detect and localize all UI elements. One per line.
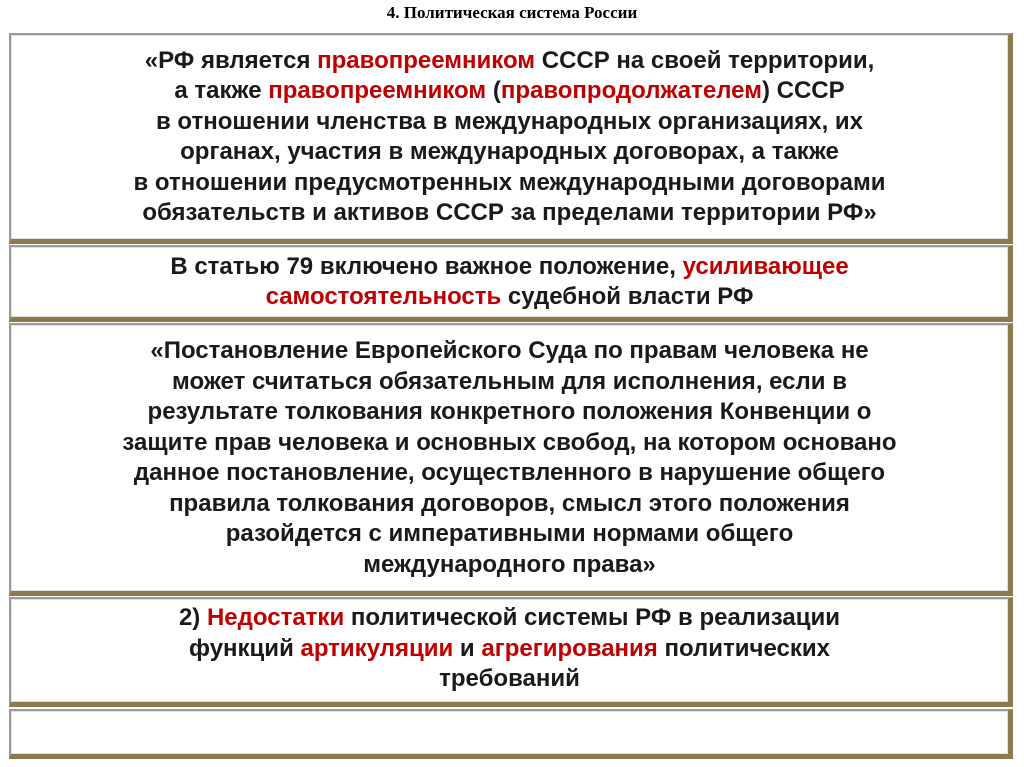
text-box-article-79 <box>9 245 1013 322</box>
text-span: и <box>453 634 482 662</box>
box1-line-1 <box>145 46 875 77</box>
box4-line-3: требований <box>439 665 580 692</box>
box3-line-2: может считаться обязательным для исполнения, если в <box>172 367 847 395</box>
box3-line-1: «Постановление Европейского Суда по правам человека не <box>150 337 869 364</box>
empty-text-box <box>9 709 1013 759</box>
box1-line-5: в отношении предусмотренных международными договорами <box>133 168 886 196</box>
text-span: «РФ является <box>144 46 318 74</box>
box2-line-1 <box>170 252 848 283</box>
text-box-shortcomings <box>9 597 1013 707</box>
box2-line-2 <box>266 282 754 313</box>
box1-line-6: обязательств и активов СССР за пределами территории РФ» <box>142 199 877 226</box>
text-span: СССР на своей территории, <box>535 46 875 74</box>
box4-line-1 <box>179 603 840 634</box>
highlight-term: правопреемником <box>317 46 536 74</box>
box3-line-8: международного права» <box>363 550 656 578</box>
text-span: ) СССР <box>761 77 845 104</box>
box3-line-7: разойдется с императивными нормами общего <box>225 520 794 547</box>
highlight-term: артикуляции <box>300 634 454 662</box>
highlight-term: самостоятельность <box>265 283 502 310</box>
text-span: а также <box>174 77 269 104</box>
highlight-term: агрегирования <box>481 634 658 662</box>
text-span: ( <box>486 77 501 104</box>
slide-title: 4. Политическая система России <box>386 3 638 22</box>
box1-line-2 <box>174 76 844 107</box>
text-span: политических <box>657 634 830 662</box>
box3-line-4: защите прав человека и основных свобод, на котором основано <box>122 428 897 456</box>
highlight-term: правопреемником <box>268 77 487 104</box>
box1-line-3: в отношении членства в международных организациях, их <box>155 107 864 135</box>
text-span: судебной власти РФ <box>501 283 754 310</box>
text-box-succession <box>9 33 1013 244</box>
box3-line-3: результате толкования конкретного положения Конвенции о <box>147 398 872 425</box>
box3-line-6: правила толкования договоров, смысл этого положения <box>169 489 850 517</box>
text-span: В статью 79 включено важное положение, <box>170 252 683 280</box>
text-span: политической системы РФ в реализации <box>344 604 841 631</box>
text-span: функций <box>189 634 301 662</box>
highlight-term: Недостатки <box>206 604 345 631</box>
box3-line-5: данное постановление, осуществленного в нарушение общего <box>133 459 886 486</box>
box4-line-2 <box>189 634 830 665</box>
text-box-echr-ruling <box>9 323 1013 596</box>
highlight-term: усиливающее <box>682 252 849 280</box>
text-span: 2) <box>178 604 207 631</box>
highlight-term: правопродолжателем <box>500 77 762 104</box>
box1-line-4: органах, участия в международных договорах, а также <box>180 138 839 165</box>
